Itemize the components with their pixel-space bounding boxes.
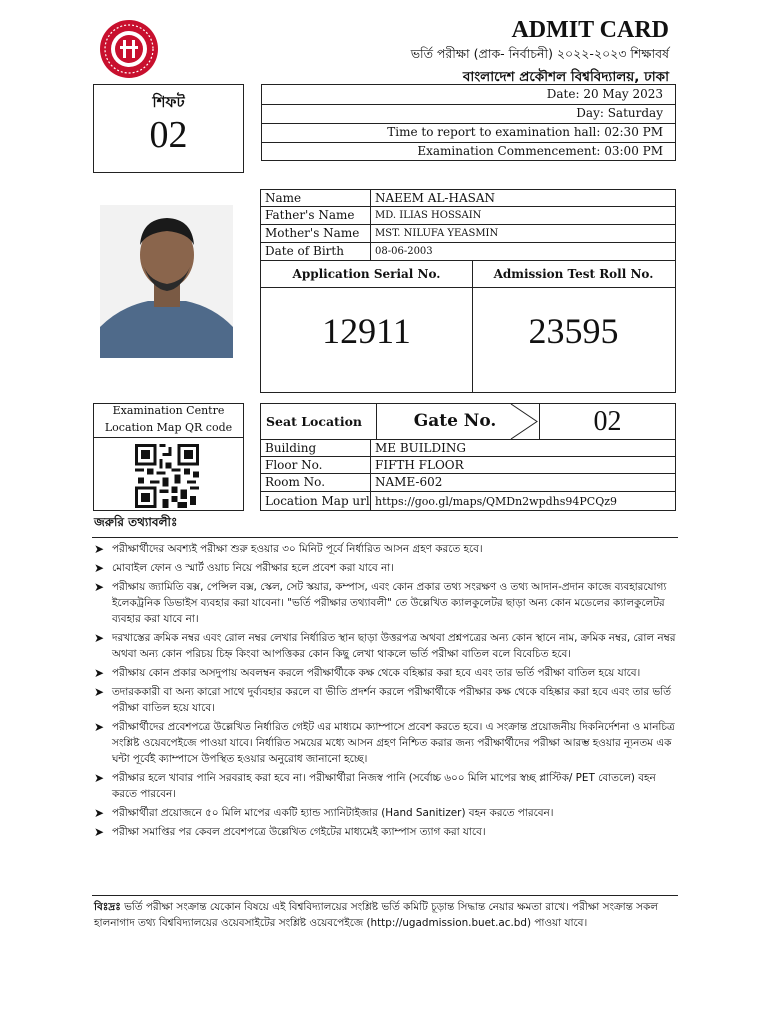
arrow-bullet-icon: ➤ <box>94 631 105 645</box>
roll-label: Admission Test Roll No. <box>472 261 675 288</box>
gate-label: Gate No. <box>413 411 497 431</box>
admission-roll: 23595 <box>528 311 619 351</box>
serial-roll-box <box>260 260 676 393</box>
shift-box <box>93 84 244 173</box>
list-item: ➤ পরীক্ষায় কোন প্রকার অসদুপায় অবলম্বন করলে পরীক্ষার্থীকে কক্ষ থেকে বহিষ্কার করা হবে এবং তার ভর্তি পরীক্ষা বাতিল হয়ে যাবে। <box>94 666 641 680</box>
room-label: Room No. <box>260 473 371 492</box>
application-serial: 12911 <box>261 287 473 392</box>
schedule-box <box>261 84 676 161</box>
notice-list <box>94 541 678 843</box>
arrow-bullet-icon: ➤ <box>94 825 105 839</box>
footer-divider <box>92 895 678 896</box>
room-value: NAME-602 <box>370 473 676 492</box>
list-item: ➤ পরীক্ষা সমাপ্তির পর কেবল প্রবেশপত্রে উল্লেখিত গেইটের মাধ্যমেই ক্যাম্পাস ত্যাগ করা যাবে। <box>94 825 486 839</box>
candidate-photo <box>100 205 233 358</box>
footer-note <box>94 899 676 931</box>
page-title: ADMIT CARD <box>511 17 669 43</box>
list-item: ➤ তদারককারী বা অন্য কারো সাথে দুর্ব্যবহার করলে বা ভীতি প্রদর্শন করলে পরীক্ষার্থীকে পরীক্ষার কক্ষ থেকে বহিষ্কার করা হবে এবং তার ভর্তি পরীক্ষা বাতিল হয়ে যাবে। <box>94 685 671 714</box>
father-label: Father's Name <box>260 206 371 225</box>
list-item: ➤ পরীক্ষার্থীরা প্রয়োজনে ৫০ মিলি মাপের একটি হ্যান্ড স্যানিটাইজার (Hand Sanitizer) বহন করতে পারবেন। <box>94 806 554 820</box>
map-url-label: Location Map url <box>260 491 371 511</box>
commencement-time: Examination Commencement: 03:00 PM <box>417 144 663 158</box>
gate-arrow-icon <box>509 404 539 439</box>
father-name: MD. ILIAS HOSSAIN <box>370 206 676 225</box>
list-item: ➤ পরীক্ষার হলে খাবার পানি সরবরাহ করা হবে না। পরীক্ষার্থীরা নিজস্ব পানি (সর্বোচ্চ ৬০০ মিলি মাপের স্বচ্ছ প্লাস্টিক/ PET বোতলে) বহন করতে পারবেন। <box>94 771 656 800</box>
serial-label: Application Serial No. <box>261 261 473 288</box>
exam-line: ভর্তি পরীক্ষা (প্রাক- নির্বাচনী) ২০২২-২০২৩ শিক্ষাবর্ষ <box>410 46 669 61</box>
shift-value: 02 <box>149 114 188 156</box>
arrow-bullet-icon: ➤ <box>94 542 105 556</box>
floor-label: Floor No. <box>260 456 371 474</box>
exam-date: Date: 20 May 2023 <box>262 85 675 105</box>
candidate-name: NAEEM AL-HASAN <box>370 189 676 207</box>
arrow-bullet-icon: ➤ <box>94 561 105 575</box>
notice-divider <box>92 537 678 538</box>
name-label: Name <box>260 189 371 207</box>
mother-name: MST. NILUFA YEASMIN <box>370 224 676 243</box>
list-item: ➤ পরীক্ষায় জ্যামিতি বক্স, পেন্সিল বক্স, স্কেল, সেট স্কয়ার, কম্পাস, এবং কোন প্রকার তথ্য সংরক্ষণ ও তথ্য আদান-প্রদান কাজে ব্যবহারযোগ্য ইলেকট্রনিক ডিভাইস ব্যবহার করা যাবেনা। "ভর্তি পরীক্ষার তথ্যাবলী" তে উল্লেখিত ক্যালকুলেটর ছাড়া অন্য কোন মডেলের ক্যালকুলেটর ব্যবহার করা যাবে না। <box>94 580 667 625</box>
arrow-bullet-icon: ➤ <box>94 685 105 699</box>
floor-value: FIFTH FLOOR <box>370 456 676 474</box>
list-item: ➤ মোবাইল ফোন ও স্মার্ট ওয়াচ নিয়ে পরীক্ষার হলে প্রবেশ করা যাবে না। <box>94 561 394 575</box>
university-line: বাংলাদেশ প্রকৌশল বিশ্ববিদ্যালয়, ঢাকা <box>462 69 669 85</box>
gate-number: 02 <box>539 404 675 439</box>
university-logo <box>98 18 160 80</box>
qr-caption-1: Examination Centre <box>112 404 225 417</box>
arrow-bullet-icon: ➤ <box>94 771 105 785</box>
list-item: ➤ দরখাস্তের ক্রমিক নম্বর এবং রোল নম্বর লেখার নির্ধারিত স্থান ছাড়া উত্তরপত্র অথবা প্রশ্নপত্রের অন্য কোন স্থানে নাম, ক্রমিক নম্বর, রোল নম্বর অথবা অন্য কোন পরিচয় চিহ্ন কিংবা আপত্তিকর কোন কিছু লেখা থাকলে ভর্তি পরীক্ষা বাতিল বলে বিবেচিত হবে। <box>94 631 676 660</box>
footer-note-text: ভর্তি পরীক্ষা সংক্রান্ত যেকোন বিষয়ে এই বিশ্ববিদ্যালয়ের সংশ্লিষ্ট ভর্তি কমিটি চূড়ান্ত সিদ্ধান্ত নেয়ার ক্ষমতা রাখে। পরীক্ষা সংক্রান্ত সকল হালনাগাদ তথ্য বিশ্ববিদ্যালয়ের ওয়েবসাইটের সংশ্লিষ্ট ওয়েবপেইজে (http://ugadmission.buet.ac.bd) পাওয়া যাবে। <box>94 901 658 929</box>
arrow-bullet-icon: ➤ <box>94 720 105 734</box>
dob-label: Date of Birth <box>260 242 371 261</box>
qr-code-icon[interactable] <box>135 444 199 508</box>
map-url-link[interactable]: https://goo.gl/maps/QMDn2wpdhs94PCQz9 <box>370 491 676 511</box>
qr-box <box>93 403 244 511</box>
seat-location-label: Seat Location <box>261 404 377 439</box>
arrow-bullet-icon: ➤ <box>94 806 105 820</box>
shift-label: শিফট <box>152 93 185 111</box>
building-value: ME BUILDING <box>370 439 676 457</box>
list-item: ➤ পরীক্ষার্থীদের প্রবেশপত্রে উল্লেখিত নির্ধারিত গেইট এর মাধ্যমে ক্যাম্পাসে প্রবেশ করতে হবে। এ সংক্রান্ত প্রয়োজনীয় দিকনির্দেশনা ও মানচিত্র সংশ্লিষ্ট ওয়েবপেইজে পাওয়া যাবে। নির্ধারিত সময়ের মধ্যে আসন গ্রহণ নিশ্চিত করার জন্য পরীক্ষার্থীদের পরীক্ষা আরম্ভ হওয়ার ন্যূনতম এক ঘন্টা পূর্বেই ক্যাম্পাসে উপস্থিত হওয়ার অনুরোধ জানানো হচ্ছে। <box>94 720 675 765</box>
list-item: ➤ পরীক্ষার্থীদের অবশ্যই পরীক্ষা শুরু হওয়ার ৩০ মিনিট পূর্বে নির্ধারিত আসন গ্রহণ করতে হবে। <box>94 542 483 556</box>
exam-day: Day: Saturday <box>262 104 675 124</box>
seat-header <box>260 403 676 440</box>
date-of-birth: 08-06-2003 <box>370 242 676 261</box>
footer-note-label: বিঃদ্রঃ <box>94 901 121 913</box>
arrow-bullet-icon: ➤ <box>94 666 105 680</box>
arrow-bullet-icon: ➤ <box>94 580 105 594</box>
mother-label: Mother's Name <box>260 224 371 243</box>
notice-heading: জরুরি তথ্যাবলীঃ <box>94 515 178 529</box>
building-label: Building <box>260 439 371 457</box>
qr-caption-2: Location Map QR code <box>94 421 243 438</box>
report-time: Time to report to examination hall: 02:30 PM <box>262 123 675 143</box>
